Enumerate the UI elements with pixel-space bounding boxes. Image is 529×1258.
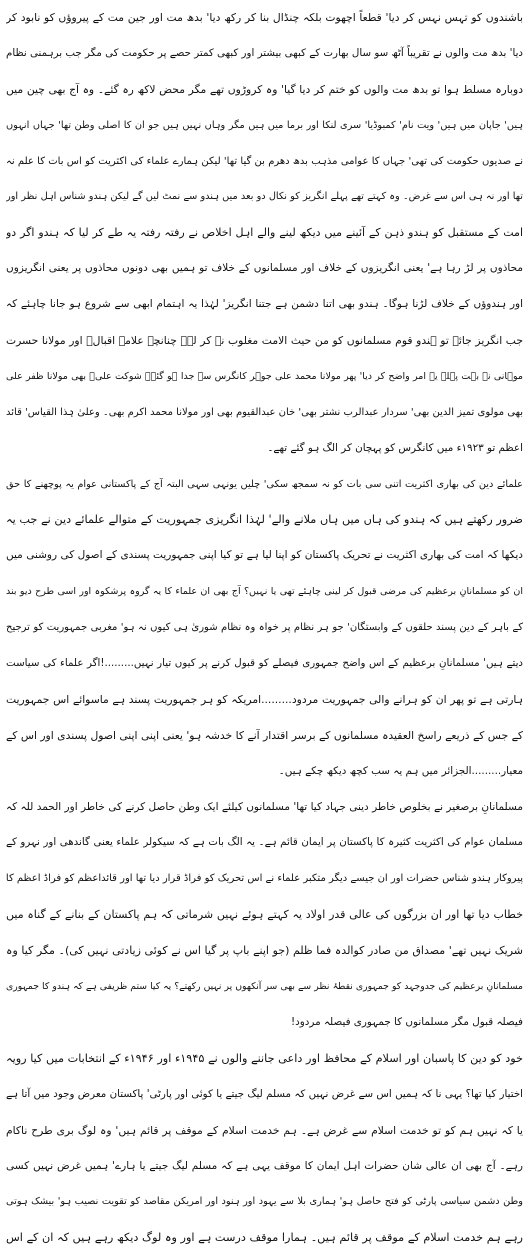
text-line: ضرور رکھتے ہیں کہ ہندو کی ہاں میں ہاں ملانے والے' لہٰذا انگریزی جمہوریت کے متوالے علمائے دین نے جب یہ [6,513,523,527]
text-line: تھا اور نہ ہی اس سے غرض۔ وہ کہتے تھے پہلے انگریز کو نکال دو بعد میں ہندو سے نمٹ لیں گے لیکن ہندو شناس اہل نظر اور [6,191,523,203]
text-line: خطاب دیا تھا اور ان بزرگوں کی عالی قدر اولاد یہ کہتے ہوئے نہیں شرماتی کہ ہم پاکستان کے بنانے کے گناہ میں [6,908,523,922]
paragraph-1 [6,0,523,467]
text-line: دیکھا کہ امت کی بھاری اکثریت نے تحریک پاکستان کو اپنا لیا ہے تو کیا اپنی جمہوریت پسندی کے اصول کی روشنی میں [6,549,523,562]
text-line: شریک نہیں تھے' مصداق من صادر کوالدہ فما ظلم (جو اپنے باپ پر گیا اس نے کوئی زیادتی نہیں کی)۔ مگر کیا وہ [6,944,523,958]
text-line: موہانی نے بہت پہلے یہ امر واضح کر دیا' پھر مولانا محمد علی جوہر کانگرس سے جدا ہو گئے۔ شوکت علیؒ بھی مولانا ظفر علی [6,370,523,382]
text-line: دوبارہ مسلط ہوا تو بدھ مت والوں کو ختم کر دیا گیا' وہ کروڑوں تھے مگر محض لاکھ رہ گئے۔ وہ آج بھی چین میں [6,82,523,96]
text-line: معیار.........الجزائر میں ہم یہ سب کچھ دیکھ چکے ہیں۔ [278,764,523,777]
text-line: مسلمانانِ برعظیم کی جدوجہد کو جمہوری نقطۂ نظر سے بھی سر آنکھوں پر نہیں رکھتے؟ یہ کیا ستم ظریفی ہے کہ ہندو کا جمہوری [6,981,523,993]
text-line: باشندوں کو تہس نہس کر دیا' قطعاً اچھوت بلکہ چنڈال بنا کر رکھ دیا' بدھ مت اور جین مت کے پیروؤں کو نابود کر [6,11,523,24]
text-line: نے صدیوں حکومت کی تھی' جہاں کا عوامی مذہب بدھ دھرم بن گیا تھا' لیکن ہمارے علماء کی اکثریت کو اس بات کا علم نہ [6,155,523,167]
paragraph-4 [6,1041,523,1256]
text-line: فیصلہ قبول مگر مسلمانوں کا جمہوری فیصلہ مردود! [291,1015,523,1028]
text-line: رہے ہم خدمت اسلام کے موقف پر قائم ہیں۔ ہمارا موقف درست ہے اور وہ لوگ دیکھ رہے ہیں کہ ان کے اس [6,1231,523,1245]
text-line: اور ہندوؤں کے خلاف لڑنا ہوگا۔ ہندو بھی اتنا دشمن ہے جتنا انگریز' لہٰذا یہ اہتمام ابھی سے شروع ہو جانا چاہئے کہ [6,298,523,311]
text-line: علمائے دین کی بھاری اکثریت اتنی سی بات کو نہ سمجھ سکی' چلیں یونہی سہی البتہ آج کے پاکستانی عوام یہ پوچھنے کا حق [6,478,523,490]
text-line: ان کو مسلمانانِ برعظیم کی مرضی قبول کر لینی چاہئے تھی یا نہیں؟ آج بھی ان علماء کا یہ گروہ پرشکوہ اور اسی طرح دیو بند [6,586,523,598]
paragraph-2 [6,467,523,790]
text-line: دیا' بدھ مت والوں نے تقریباً آٹھ سو سال بھارت کے کبھی بیشتر اور کبھی کمتر حصے پر حکومت کی مگر جب برہمنی نظام [6,46,523,59]
text-line: امت کے مستقبل کو ہندو ذہن کے آئینے میں دیکھ لینے والے اہل اخلاص نے رفتہ رفتہ یہ طے کر لیا کہ ہندو اگر دو [6,226,523,240]
text-line: محاذوں پر لڑ رہا ہے' یعنی انگریزوں کے خلاف اور مسلمانوں کے خلاف تو ہمیں بھی دونوں محاذوں پر یعنی انگریزوں [6,262,523,275]
text-line: خود کو دین کا پاسبان اور اسلام کے محافظ اور داعی جاننے والوں نے ۱۹۴۵ء اور ۱۹۴۶ء کے انتخابات میں کیا رویہ [6,1051,523,1065]
text-line: اعظم تو ۱۹۲۳ء میں کانگرس کو پہچان کر الگ ہو گئے تھے۔ [267,441,523,454]
text-line: کے باہر کے دین پسند حلقوں کے وابستگان' جو ہر نظام پر خواہ وہ نظام شوریٰ ہی کیوں نہ ہو' مغربی جمہوریت کو ترجیح [6,622,523,634]
text-line: یا کہ نہیں ہم کو تو خدمت اسلام سے غرض ہے۔ ہم خدمت اسلام کے موقف پر قائم ہیں' وہ لوگ بری طرح ناکام [6,1123,523,1137]
text-line: جب انگریز جائے تو ہندو قوم مسلمانوں کو من حیث الامت مغلوب نہ کر لے۔ چنانچہ علامہ اقبالؒ اور مولانا حسرت [6,334,523,348]
text-line: وطن دشمن سیاسی پارٹی کو فتح حاصل ہو' ہماری بلا سے یہود اور ہنود اور امریکن مقاصد کو تقویت نصیب ہو' بیشک ہوتی [6,1196,523,1208]
text-line: پیروکار ہندو شناس حضرات اور ان جیسے دیگر متکبر علماء نے اس تحریک کو فراڈ قرار دیا تھا اور قائداعظم کو فراڈ اعظم کا [6,873,523,885]
text-line: اختیار کیا تھا؟ یہی نا کہ ہمیں اس سے غرض نہیں کہ مسلم لیگ جیتے یا کوئی اور پارٹی' پاکستان معرض وجود میں آتا ہے [6,1087,523,1100]
text-line: رہے۔ آج بھی ان عالی شان حضرات اہل ایمان کا موقف یہی ہے کہ مسلم لیگ جیتے یا ہارے' ہمیں غرض نہیں کسی [6,1159,523,1172]
text-line: دیتے ہیں' مسلمانانِ برعظیم کے اس واضح جمہوری فیصلے کو قبول کرنے پر کیوں تیار نہیں.........!اگر علماء کی سیاست [6,657,523,670]
text-line: ہارتی ہے تو پھر ان کو ہرانے والی جمہوریت مردود.........امریکہ کو ہر جمہوریت پسند ہے ماسوائے اس جمہوریت [6,692,523,706]
paragraph-3 [6,790,523,1041]
text-line: کے جس کے ذریعے راسخ العقیدہ مسلمانوں کے برسر اقتدار آنے کا خدشہ ہو' یعنی اپنی اپنی اصول پسندی اور اس کے [6,728,523,742]
text-line: مسلمانانِ برصغیر نے بخلوص خاطر دینی جہاد کیا تھا' مسلمانوں کیلئے ایک وطن حاصل کرنے کی خاطر اور الحمد للہ کہ [6,800,523,813]
text-line: ہیں' جاپان میں ہیں' ویت نام' کمبوڈیا' سری لنکا اور برما میں ہیں مگر وہاں نہیں ہیں جو ان کا اصلی وطن تھا' جہاں انہوں [6,119,523,131]
text-line: بھی مولوی تمیز الدین بھی' سردار عبدالرب نشتر بھی' خان عبدالقیوم بھی اور مولانا محمد اکرم بھی۔ وعلیٰ ہٰذا القیاس' قائد [6,406,523,418]
text-line: مسلمان عوام کی اکثریت کثیرہ کا پاکستان پر ایمان قائم ہے۔ یہ الگ بات ہے کہ سیکولر علماء یعنی گاندھی اور نہرو کے [6,836,523,849]
